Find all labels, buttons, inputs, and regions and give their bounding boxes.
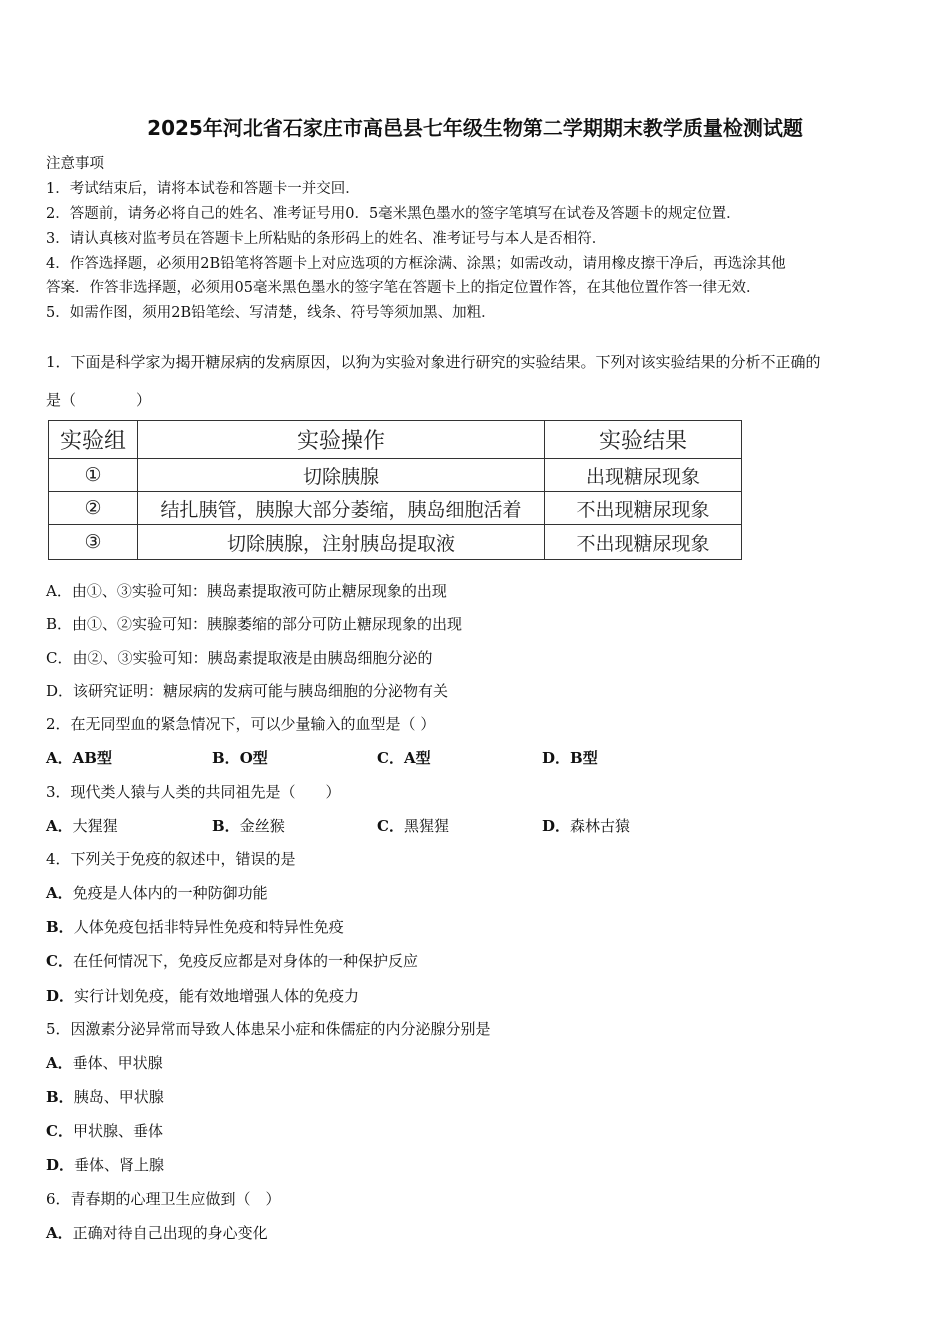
question-4-option-a xyxy=(46,882,268,903)
notice-item: 答案．作答非选择题，必须用05毫米黑色墨水的签字笔在答题卡上的指定位置作答，在其他位置作答一律无效． xyxy=(46,280,761,296)
option-letter: D． xyxy=(46,1156,75,1174)
question-4-option-d xyxy=(46,985,359,1006)
question-2-option-b xyxy=(212,747,268,768)
option-text: O型 xyxy=(239,749,268,767)
table-header: 实验操作 xyxy=(138,421,545,459)
option-text: 黑猩猩 xyxy=(403,817,449,835)
table-row xyxy=(49,492,742,525)
table-cell: 出现糖尿现象 xyxy=(545,459,742,492)
question-4-stem: 4．下列关于免疫的叙述中，错误的是 xyxy=(46,850,296,868)
option-letter: B． xyxy=(46,1088,74,1106)
option-text: 大猩猩 xyxy=(72,817,118,835)
question-2-option-a xyxy=(46,747,112,768)
question-5-option-a xyxy=(46,1052,163,1073)
question-3-option-b xyxy=(212,815,285,836)
table-cell: 结扎胰管，胰腺大部分萎缩，胰岛细胞活着 xyxy=(138,492,545,525)
question-5-option-b xyxy=(46,1086,164,1107)
option-text: A型 xyxy=(403,749,431,767)
option-text: 免疫是人体内的一种防御功能 xyxy=(72,884,268,902)
question-4-option-b xyxy=(46,916,344,937)
page-title: 2025年河北省石家庄市高邑县七年级生物第二学期期末教学质量检测试题 xyxy=(147,116,803,140)
question-2-option-c xyxy=(377,747,431,768)
option-letter: C． xyxy=(377,749,404,767)
option-text: 甲状腺、垂体 xyxy=(72,1122,163,1140)
option-text: 垂体、肾上腺 xyxy=(74,1156,165,1174)
question-4-option-c xyxy=(46,950,418,971)
question-1-option-a: A．由①、③实验可知：胰岛素提取液可防止糖尿现象的出现 xyxy=(46,582,447,600)
table-cell: 切除胰腺，注射胰岛提取液 xyxy=(138,525,545,560)
option-letter: A． xyxy=(46,1054,73,1072)
option-letter: B． xyxy=(212,817,240,835)
table-cell: 不出现糖尿现象 xyxy=(545,525,742,560)
question-1-option-b: B．由①、②实验可知：胰腺萎缩的部分可防止糖尿现象的出现 xyxy=(46,615,463,633)
notice-item: 1．考试结束后，请将本试卷和答题卡一并交回． xyxy=(46,181,360,197)
question-3-option-a xyxy=(46,815,118,836)
option-letter: C． xyxy=(46,1122,73,1140)
notice-item: 5．如需作图，须用2B铅笔绘、写清楚，线条、符号等须加黑、加粗． xyxy=(46,305,496,321)
question-5-stem: 5．因激素分泌异常而导致人体患呆小症和侏儒症的内分泌腺分别是 xyxy=(46,1020,491,1038)
option-letter: B． xyxy=(212,749,240,767)
option-text: 人体免疫包括非特异性免疫和特异性免疫 xyxy=(73,918,344,936)
question-1-stem: 1．下面是科学家为揭开糖尿病的发病原因，以狗为实验对象进行研究的实验结果。下列对该实验结果的分析不正确的 xyxy=(46,353,821,371)
table-row xyxy=(49,525,742,560)
question-3-stem: 3．现代类人猿与人类的共同祖先是（ ） xyxy=(46,783,341,801)
option-text: 胰岛、甲状腺 xyxy=(73,1088,164,1106)
question-1-stem-cont: 是（ ） xyxy=(46,391,152,409)
table-cell: ① xyxy=(49,459,138,492)
notice-heading: 注意事项 xyxy=(46,156,104,172)
option-text: 垂体、甲状腺 xyxy=(72,1054,163,1072)
option-letter: C． xyxy=(46,952,73,970)
table-cell: ③ xyxy=(49,525,138,560)
table-header: 实验结果 xyxy=(545,421,742,459)
table-cell: 切除胰腺 xyxy=(138,459,545,492)
option-letter: A． xyxy=(46,1224,73,1242)
option-text: 在任何情况下，免疫反应都是对身体的一种保护反应 xyxy=(72,952,418,970)
experiment-table xyxy=(48,420,742,560)
question-1-option-c: C．由②、③实验可知：胰岛素提取液是由胰岛细胞分泌的 xyxy=(46,649,433,667)
table-header: 实验组 xyxy=(49,421,138,459)
option-letter: A． xyxy=(46,817,73,835)
question-2-stem: 2．在无同型血的紧急情况下，可以少量输入的血型是（ ） xyxy=(46,715,436,733)
notice-item: 4．作答选择题，必须用2B铅笔将答题卡上对应选项的方框涂满、涂黑；如需改动，请用橡皮擦干净后，再选涂其他 xyxy=(46,256,786,272)
option-letter: D． xyxy=(542,817,571,835)
option-text: 实行计划免疫，能有效地增强人体的免疫力 xyxy=(74,987,360,1005)
question-5-option-c xyxy=(46,1120,163,1141)
option-letter: C． xyxy=(377,817,404,835)
option-letter: D． xyxy=(542,749,571,767)
question-3-option-c xyxy=(377,815,449,836)
option-text: 正确对待自己出现的身心变化 xyxy=(72,1224,268,1242)
table-row xyxy=(49,459,742,492)
notice-item: 3．请认真核对监考员在答题卡上所粘贴的条形码上的姓名、准考证号与本人是否相符． xyxy=(46,231,607,247)
option-text: 金丝猴 xyxy=(239,817,285,835)
option-letter: D． xyxy=(46,987,75,1005)
question-6-option-a xyxy=(46,1222,268,1243)
question-5-option-d xyxy=(46,1154,164,1175)
notice-item: 2．答题前，请务必将自己的姓名、准考证号用0．5毫米黑色墨水的签字笔填写在试卷及答题卡的规定位置． xyxy=(46,206,741,222)
question-6-stem: 6．青春期的心理卫生应做到（ ） xyxy=(46,1190,281,1208)
option-text: B型 xyxy=(570,749,598,767)
option-letter: A． xyxy=(46,884,73,902)
table-cell: ② xyxy=(49,492,138,525)
option-text: AB型 xyxy=(72,749,112,767)
table-cell: 不出现糖尿现象 xyxy=(545,492,742,525)
option-letter: A． xyxy=(46,749,73,767)
question-3-option-d xyxy=(542,815,630,836)
question-2-option-d xyxy=(542,747,598,768)
question-1-option-d: D．该研究证明：糖尿病的发病可能与胰岛细胞的分泌物有关 xyxy=(46,682,449,700)
option-letter: B． xyxy=(46,918,74,936)
option-text: 森林古猿 xyxy=(570,817,631,835)
